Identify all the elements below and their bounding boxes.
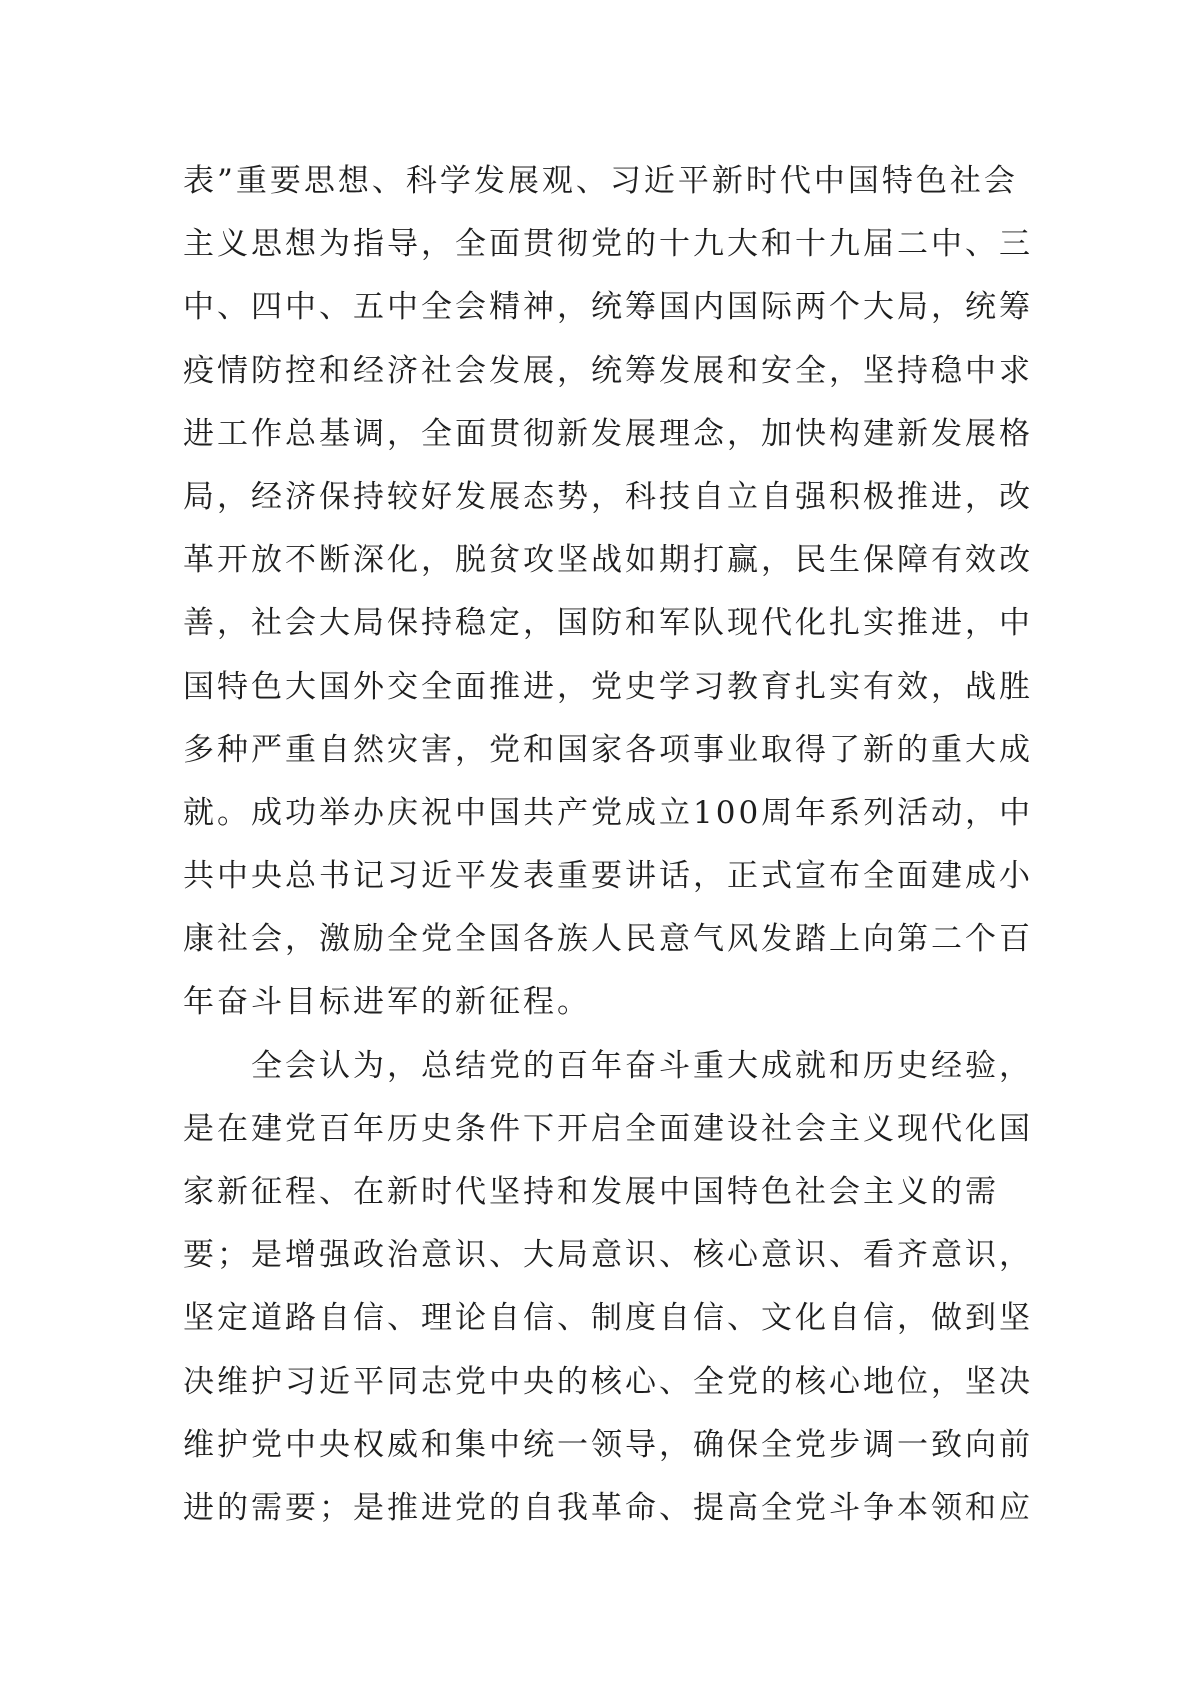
text-line-18: 要；是增强政治意识、大局意识、核心意识、看齐意识， [183, 1237, 1033, 1274]
text-line-8: 善，社会大局保持稳定，国防和军队现代化扎实推进，中 [183, 605, 1033, 642]
text-line-5: 进工作总基调，全面贯彻新发展理念，加快构建新发展格 [183, 415, 1033, 452]
text-line-16: 是在建党百年历史条件下开启全面建设社会主义现代化国 [183, 1110, 1033, 1147]
text-line-9: 国特色大国外交全面推进，党史学习教育扎实有效，战胜 [183, 668, 1033, 705]
text-line-15: 全会认为，总结党的百年奋斗重大成就和历史经验， [183, 1047, 1033, 1084]
text-line-1: 表”重要思想、科学发展观、习近平新时代中国特色社会 [183, 163, 1018, 199]
text-line-12: 共中央总书记习近平发表重要讲话，正式宣布全面建成小 [183, 858, 1033, 895]
text-line-6: 局，经济保持较好发展态势，科技自立自强积极推进，改 [183, 478, 1033, 515]
text-line-11: 就。成功举办庆祝中国共产党成立100周年系列活动，中 [183, 794, 1034, 831]
text-line-13: 康社会，激励全党全国各族人民意气风发踏上向第二个百 [183, 921, 1033, 958]
text-line-7: 革开放不断深化，脱贫攻坚战如期打赢，民生保障有效改 [183, 542, 1033, 579]
text-line-3: 中、四中、五中全会精神，统筹国内国际两个大局，统筹 [183, 289, 1033, 326]
text-line-22: 进的需要；是推进党的自我革命、提高全党斗争本领和应 [183, 1489, 1033, 1526]
text-line-4: 疫情防控和经济社会发展，统筹发展和安全，坚持稳中求 [183, 352, 1033, 389]
text-line-14: 年奋斗目标进军的新征程。 [183, 984, 591, 1021]
text-line-21: 维护党中央权威和集中统一领导，确保全党步调一致向前 [183, 1426, 1033, 1463]
text-line-10: 多种严重自然灾害，党和国家各项事业取得了新的重大成 [183, 731, 1033, 768]
body-text [183, 150, 1034, 1540]
text-line-17: 家新征程、在新时代坚持和发展中国特色社会主义的需 [183, 1174, 999, 1210]
text-line-19: 坚定道路自信、理论自信、制度自信、文化自信，做到坚 [183, 1300, 1033, 1337]
text-line-2: 主义思想为指导，全面贯彻党的十九大和十九届二中、三 [183, 226, 1033, 263]
text-line-20: 决维护习近平同志党中央的核心、全党的核心地位，坚决 [183, 1363, 1033, 1400]
